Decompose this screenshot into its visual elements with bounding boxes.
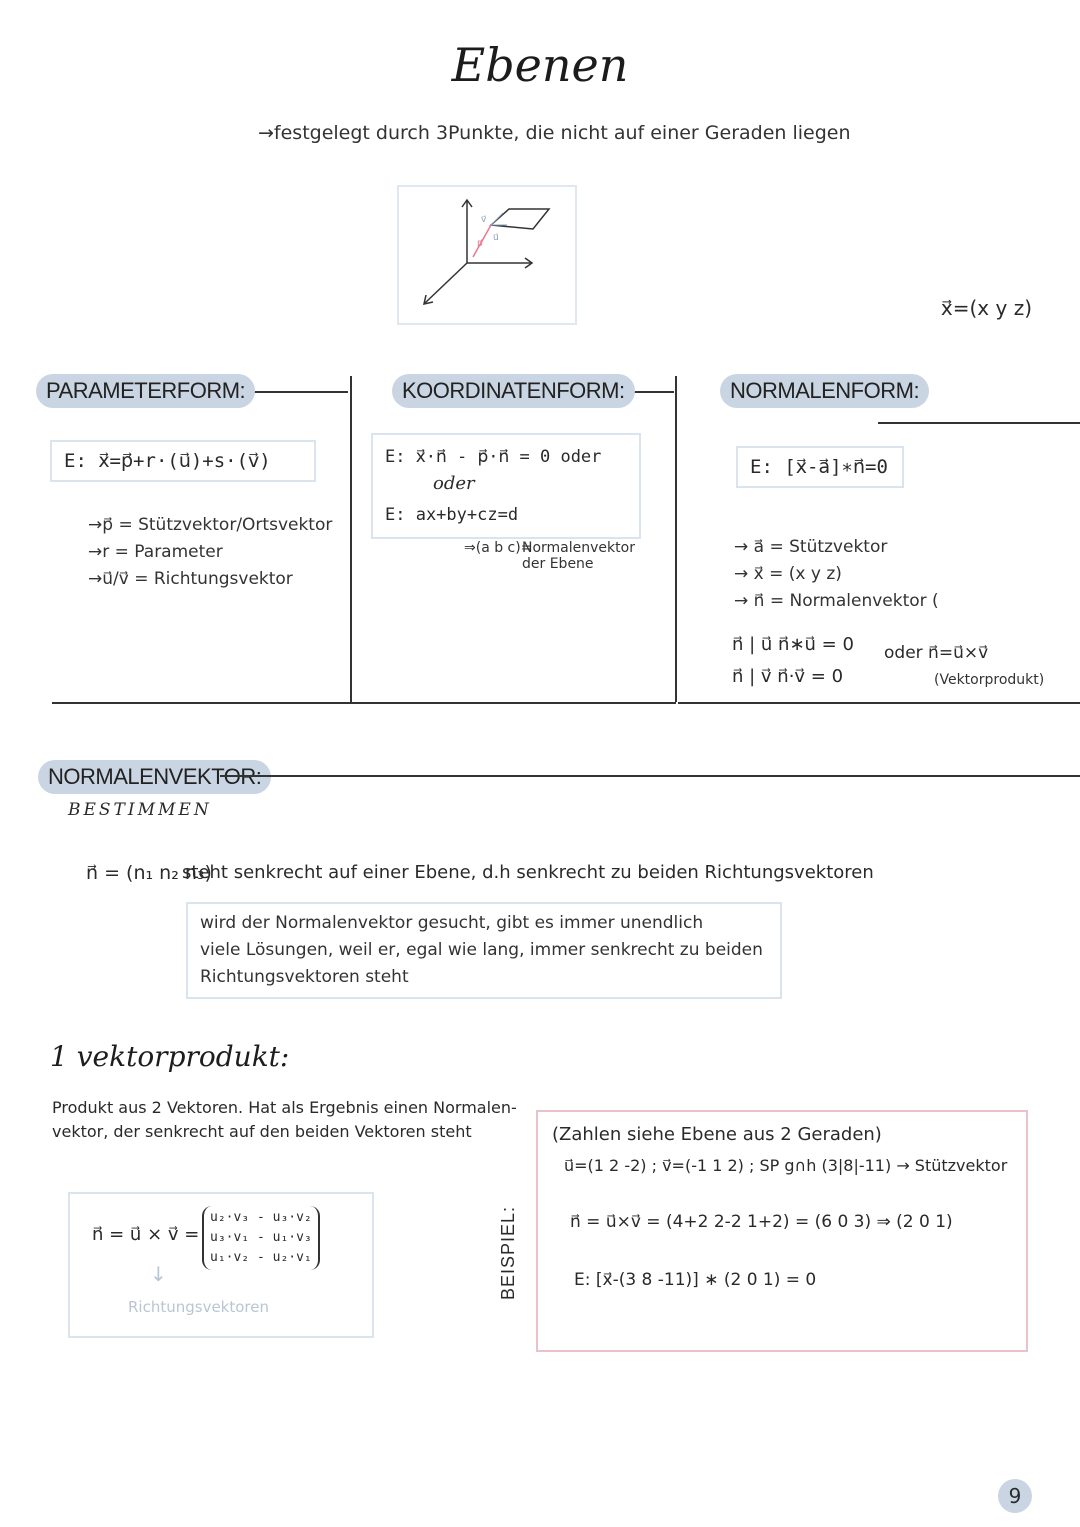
note-line: → a⃗ = Stützvektor (734, 537, 888, 557)
note-line: → x⃗ = (x y z) (734, 564, 842, 584)
example-line-3: n⃗ = u⃗×v⃗ = (4+2 2-2 1+2) = (6 0 3) ⇒ (2 0 1) (570, 1212, 953, 1232)
x-vector-definition: x⃗=(x y z) (940, 296, 1032, 320)
example-line-1: (Zahlen siehe Ebene aus 2 Geraden) (552, 1124, 882, 1145)
note-line: viele Lösungen, weil er, egal wie lang, immer senkrecht zu beiden (200, 940, 763, 960)
note-line: →r = Parameter (88, 542, 223, 562)
koordinatenform-heading: KOORDINATENFORM: (392, 374, 635, 408)
normalenform-heading: NORMALENFORM: (720, 374, 929, 408)
divider-line (220, 775, 1080, 777)
koordinatenform-box (371, 433, 641, 539)
normalenvektor-subheading: BESTIMMEN (68, 800, 212, 820)
diagram-label-v: v⃗ (481, 215, 487, 225)
arrow-down-icon: ↓ (150, 1262, 167, 1286)
divider-line (678, 702, 1080, 704)
koordinatenform-oder: oder (433, 473, 475, 494)
cross-product-box (68, 1192, 374, 1338)
description-line: Produkt aus 2 Vektoren. Hat als Ergebnis einen Normalen- (52, 1098, 517, 1117)
cross-product-formula: n⃗ = u⃗ × v⃗ = (92, 1224, 200, 1245)
parameterform-notes (88, 512, 332, 593)
example-line-4: E: [x⃗-(3 8 -11)] ∗ (2 0 1) = 0 (574, 1270, 817, 1290)
vektorprodukt-description (52, 1096, 517, 1144)
note-line: → n⃗ = Normalenvektor ( (734, 591, 939, 611)
beispiel-label: BEISPIEL: (498, 1205, 518, 1300)
matrix-row: u₂·v₃ - u₃·v₂ (210, 1210, 312, 1225)
column-divider (350, 376, 352, 702)
koordinatenform-formula1: E: x⃗·n⃗ - p⃗·n⃗ = 0 oder (385, 447, 602, 467)
vektorprodukt-note: (Vektorprodukt) (934, 672, 1045, 688)
n-definition: n⃗ = (n₁ n₂ n₃) (86, 862, 212, 884)
plane-diagram (397, 185, 577, 325)
note-line: →p⃗ = Stützvektor/Ortsvektor (88, 515, 333, 535)
matrix-row: u₃·v₁ - u₁·v₃ (210, 1230, 312, 1245)
cross-product-alternative: oder n⃗=u⃗×v⃗ (884, 643, 989, 663)
plane-sketch-icon (399, 187, 575, 323)
richtungsvektoren-label: Richtungsvektoren (128, 1298, 269, 1316)
orthogonality-u: n⃗ | u⃗ n⃗∗u⃗ = 0 (732, 634, 854, 655)
matrix-row: u₁·v₂ - u₂·v₁ (210, 1250, 312, 1265)
parameterform-heading: PARAMETERFORM: (36, 374, 255, 408)
normal-vector-abc: ⇒(a b c)= (464, 540, 533, 556)
cross-product-matrix (202, 1206, 320, 1270)
orthogonality-v: n⃗ | v⃗ n⃗·v⃗ = 0 (732, 666, 844, 687)
normalenform-formula: E: [x⃗-a⃗]∗n⃗=0 (736, 446, 904, 488)
description-line: vektor, der senkrecht auf den beiden Vektoren steht (52, 1122, 472, 1141)
divider-line (878, 422, 1080, 424)
example-line-2: u⃗=(1 2 -2) ; v⃗=(-1 1 2) ; SP g∩h (3|8|-11) → Stützvektor (564, 1156, 1008, 1175)
normalenvektor-heading: NORMALENVEKTOR: (38, 760, 271, 794)
koordinatenform-formula2: E: ax+by+cz=d (385, 505, 519, 525)
divider-line (52, 702, 676, 704)
note-line: →u⃗/v⃗ = Richtungsvektor (88, 569, 293, 589)
vektorprodukt-heading: 1 vektorprodukt: (50, 1040, 290, 1073)
n-statement: steht senkrecht auf einer Ebene, d.h senkrecht zu beiden Richtungsvektoren (182, 862, 874, 883)
parameterform-formula: E: x⃗=p⃗+r·(u⃗)+s·(v⃗) (50, 440, 316, 482)
note-line: Richtungsvektoren steht (200, 967, 409, 987)
page-number: 9 (998, 1479, 1032, 1513)
diagram-label-u: u⃗ (493, 233, 499, 243)
column-divider (675, 376, 677, 702)
diagram-label-p: p⃗ (477, 239, 483, 249)
example-box (536, 1110, 1028, 1352)
page-title: Ebenen (451, 38, 629, 92)
normalenvektor-box (186, 902, 782, 999)
subtitle: →festgelegt durch 3Punkte, die nicht auf einer Geraden liegen (258, 122, 851, 144)
normal-vector-note: Normalenvektor der Ebene (522, 540, 635, 572)
note-line: wird der Normalenvektor gesucht, gibt es immer unendlich (200, 913, 704, 933)
normalenform-notes (734, 534, 939, 615)
